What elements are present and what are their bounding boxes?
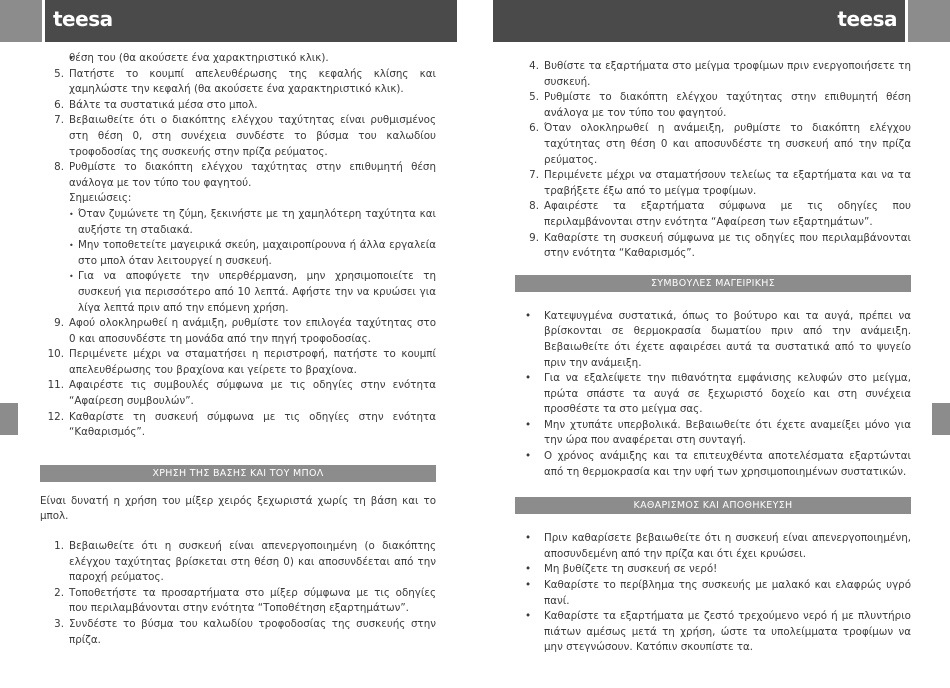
cleaning-list xyxy=(515,531,911,656)
header-bar-right xyxy=(493,0,905,42)
teesa-logo: teesa xyxy=(837,7,897,31)
steps-list-a xyxy=(40,67,436,192)
side-tab-left xyxy=(0,403,18,435)
tip-item: • Ο χρόνος ανάμιξης και τα επιτευχθέντα αποτελέσματα εξαρτώνται από τη θερμοκρασία και την υφή των χρησιμοποιημένων συστατικών. xyxy=(515,449,911,480)
tips-list xyxy=(515,309,911,481)
note-item: • Για να αποφύγετε την υπερθέρμανση, μην χρησιμοποιείτε τη συσκευή για περισσότερο από 10 λεπτά. Αφήστε την να κρυώσει για λίγα λεπτά πριν από την επόμενη χρήση. xyxy=(40,269,436,316)
corner-tab-left xyxy=(0,0,42,42)
list-item: 9. Αφού ολοκληρωθεί η ανάμιξη, ρυθμίστε τον επιλογέα ταχύτητας στο 0 και αποσυνδέστε τη μονάδα από την πηγή τροφοδοσίας. xyxy=(54,317,436,345)
list-item: 6. Βάλτε τα συστατικά μέσα στο μπολ. xyxy=(54,98,258,111)
side-tab-right xyxy=(932,403,950,435)
list-item: 11. Αφαιρέστε τις συμβουλές σύμφωνα με τις οδηγίες στην ενότητα “Αφαίρεση συμβουλών”. xyxy=(47,379,436,408)
cleaning-item: • Πριν καθαρίσετε βεβαιωθείτε ότι η συσκευή είναι απενεργοποιημένη, αποσυνδεμένη από την πρίζα και ότι έχει κρυώσει. xyxy=(515,531,911,562)
left-page xyxy=(40,51,436,648)
note-item: • Μην τοποθετείτε μαγειρικά σκεύη, μαχαιροπίρουνα ή άλλα εργαλεία στο μπολ όταν λειτουργεί η συσκευή. xyxy=(40,238,436,269)
tip-item: • Μην χτυπάτε υπερβολικά. Βεβαιωθείτε ότι έχετε αναμείξει μόνο για την ώρα που αναφέρεται στη συνταγή. xyxy=(515,418,911,449)
list-item: 7. Βεβαιωθείτε ότι ο διακόπτης ελέγχου ταχύτητας είναι ρυθμισμένος στη θέση 0, στη συνέχεια συνδέστε το βύσμα του καλωδίου τροφοδοσίας της συσκευής στην πρίζα ρεύματος. xyxy=(54,114,436,158)
intro-paragraph: Είναι δυνατή η χρήση του μίξερ χειρός ξεχωριστά χωρίς τη βάση και το μπολ. xyxy=(40,494,436,523)
tip-item: • Για να εξαλείψετε την πιθανότητα εμφάνισης κελυφών στο μείγμα, πρώτα σπάστε τα αυγά σε ξεχωριστό δοχείο και στη συνέχεια προσθέστε τα στο μείγμα σας. xyxy=(515,371,911,418)
cleaning-item: • Μη βυθίζετε τη συσκευή σε νερό! xyxy=(515,562,911,578)
cleaning-item: • Καθαρίστε τα εξαρτήματα με ζεστό τρεχούμενο νερό ή με πλυντήριο πιάτων αμέσως μετά τη χρήση, ώστε τα υπολείμματα τροφίμων να μην στεγνώσουν. Κατόπιν σκουπίστε τα. xyxy=(515,609,911,656)
list-item: 8. Αφαιρέστε τα εξαρτήματα σύμφωνα με τις οδηγίες που περιλαμβάνονται στην ενότητα “Αφαίρεση των εξαρτημάτων”. xyxy=(529,200,911,228)
list-item: 3. Συνδέστε το βύσμα του καλωδίου τροφοδοσίας της συσκευής στην πρίζα. xyxy=(54,618,436,646)
list-item: 9. Καθαρίστε τη συσκευή σύμφωνα με τις οδηγίες που περιλαμβάνονται στην ενότητα “Καθαρισμός”. xyxy=(529,231,911,260)
list-item: 12. Καθαρίστε τη συσκευή σύμφωνα με τις οδηγίες στην ενότητα “Καθαρισμός”. xyxy=(47,410,436,439)
list-item: 1. Βεβαιωθείτε ότι η συσκευή είναι απενεργοποιημένη (ο διακόπτης ελέγχου ταχύτητας βρίσκεται στη θέση 0) και αποσυνδέεται από την παροχή ρεύματος. xyxy=(54,540,436,584)
list-item: 5. Ρυθμίστε το διακόπτη ελέγχου ταχύτητας στην επιθυμητή θέση ανάλογα με τον τύπο του φαγητού. xyxy=(529,91,911,119)
cleaning-item: • Καθαρίστε το περίβλημα της συσκευής με μαλακό και ελαφρώς υγρό πανί. xyxy=(515,578,911,609)
list-item: 4. Βυθίστε τα εξαρτήματα στο μείγμα τροφίμων πριν ενεργοποιήσετε τη συσκευή. xyxy=(529,60,911,88)
list-item: 8. Ρυθμίστε το διακόπτη ελέγχου ταχύτητας στην επιθυμητή θέση ανάλογα με τον τύπο του φαγητού. xyxy=(54,161,436,189)
corner-tab-right xyxy=(908,0,950,42)
header-bar-left xyxy=(45,0,457,42)
teesa-logo: teesa xyxy=(53,7,113,31)
tip-item: • Κατεψυγμένα συστατικά, όπως το βούτυρο και τα αυγά, πρέπει να βρίσκονται σε θερμοκρασία δωματίου πριν από την ανάμειξη. Βεβαιωθείτε ότι έχετε αφαιρέσει αυτά τα συστατικά από το ψυγείο πριν την ανάμειξη. xyxy=(515,309,911,371)
right-page xyxy=(515,59,911,656)
list-item: 2. Τοποθετήστε τα προσαρτήματα στο μίξερ σύμφωνα με τις οδηγίες που περιλαμβάνονται στην ενότητα “Τοποθέτηση εξαρτημάτων”. xyxy=(54,586,436,615)
steps-list-d xyxy=(515,59,911,262)
continued-text: • θέση του (θα ακούσετε ένα χαρακτηριστικό κλικ). xyxy=(40,51,436,67)
list-item: 6. Όταν ολοκληρωθεί η ανάμειξη, ρυθμίστε το διακόπτη ελέγχου ταχύτητας στη θέση 0 και αποσυνδέστε τη συσκευή από την πρίζα ρεύματος. xyxy=(529,122,911,166)
list-item: 10. Περιμένετε μέχρι να σταματήσει η περιστροφή, πατήστε το κουμπί απελευθέρωσης του βραχίονα και γείρετε το βραχίονα. xyxy=(47,348,436,376)
steps-list-b xyxy=(40,316,436,441)
notes-label: Σημειώσεις: xyxy=(69,192,132,205)
list-item: 7. Περιμένετε μέχρι να σταματήσουν τελείως τα εξαρτήματα και να τα τραβήξετε έξω από το μείγμα τροφίμων. xyxy=(529,169,911,197)
section-header: ΚΑΘΑΡΙΣΜΟΣ ΚΑΙ ΑΠΟΘΗΚΕΥΣΗ xyxy=(515,497,911,514)
list-item: 5. Πατήστε το κουμπί απελευθέρωσης της κεφαλής κλίσης και χαμηλώστε την κεφαλή (θα ακούσετε ένα χαρακτηριστικό κλικ). xyxy=(54,67,436,96)
section-header: ΧΡΗΣΗ ΤΗΣ ΒΑΣΗΣ ΚΑΙ ΤΟΥ ΜΠΟΛ xyxy=(40,465,436,482)
note-item: • Όταν ζυμώνετε τη ζύμη, ξεκινήστε με τη χαμηλότερη ταχύτητα και αυξήστε τη σταδιακά. xyxy=(40,207,436,238)
notes-list xyxy=(40,207,436,316)
steps-list-c xyxy=(40,539,436,648)
section-header: ΣΥΜΒΟΥΛΕΣ ΜΑΓΕΙΡΙΚΗΣ xyxy=(515,275,911,292)
